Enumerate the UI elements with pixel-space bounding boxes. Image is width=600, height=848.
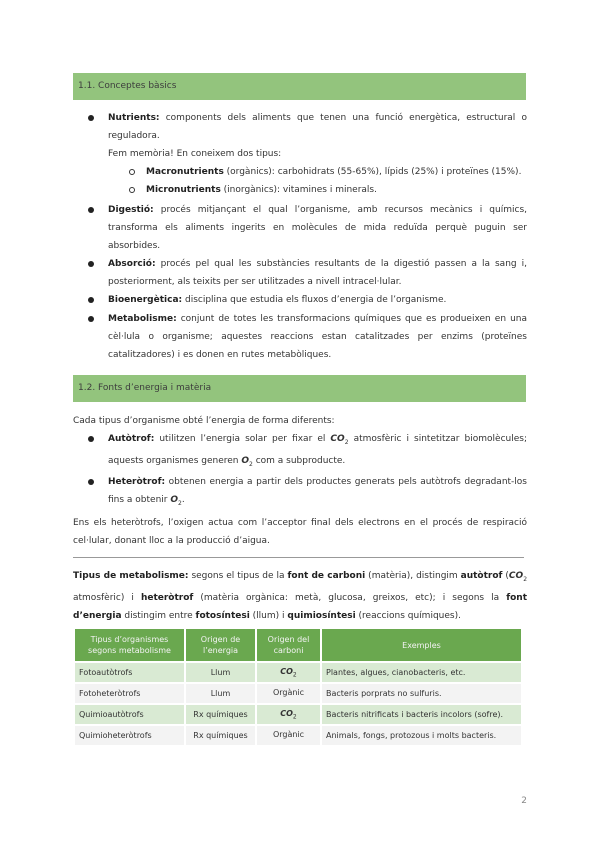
- font-energia-term: font d’energia: [73, 592, 527, 621]
- metabolism-table: [73, 627, 523, 747]
- table-row: [74, 662, 522, 683]
- autotrof-text: atmosfèric i sintetitzar biomolècules; aquests organismes generen: [108, 434, 527, 466]
- macronutrients-term: Macronutrients: [146, 167, 224, 177]
- nutrients-text: components dels aliments que tenen una funció energètica, estructural o reguladora.: [108, 113, 527, 141]
- cell-energy: Llum: [185, 683, 256, 704]
- font-carboni-term: font de carboni: [287, 571, 366, 581]
- bioenergetica-item: [108, 291, 527, 309]
- autotrof-text: com a subproducte.: [252, 455, 346, 466]
- column-header: Exemples: [321, 628, 522, 662]
- autotrof-term: autòtrof: [460, 571, 503, 581]
- respiration-paragraph: Ens els heteròtrofs, l’oxigen actua com l’acceptor final dels electrons en el procés de respiració cel·lular, donant lloc a la producció d’aigua.: [73, 518, 527, 546]
- macronutrients-text: (orgànics): carbohidrats (55-65%), lípids (25%) i proteïnes (15%).: [223, 167, 522, 177]
- heterotrof-item: [108, 473, 527, 513]
- circle-bullet-icon: [129, 169, 135, 175]
- cell-energy: Rx químiques: [185, 725, 256, 746]
- cell-carbon: $CO_2$: [256, 704, 321, 725]
- cell-energy: Rx químiques: [185, 704, 256, 725]
- circle-bullet-icon: [129, 187, 135, 193]
- bioenergetica-term: Bioenergètica:: [108, 295, 183, 305]
- bioenergetica-text: disciplina que estudia els fluxos d’energia de l’organisme.: [182, 295, 447, 305]
- nutrients-term: Nutrients:: [108, 113, 160, 123]
- table-row: [74, 683, 522, 704]
- cell-carbon: Orgànic: [256, 683, 321, 704]
- digestio-term: Digestió:: [108, 205, 154, 215]
- autotrof-term: Autòtrof:: [108, 434, 155, 444]
- autotrof-item: [108, 430, 527, 474]
- co2-formula: $CO_2$: [330, 434, 349, 446]
- bullet-icon: [88, 207, 94, 213]
- bullet-icon: [88, 261, 94, 267]
- heterotrof-text: .: [181, 495, 185, 505]
- fonts-intro: Cada tipus d’organisme obté l’energia de forma diferents:: [73, 416, 335, 426]
- cell-examples: Bacteris nitrificats i bacteris incolors (sofre).: [321, 704, 522, 725]
- co2-formula: $CO_2$: [508, 571, 528, 583]
- bullet-icon: [88, 316, 94, 322]
- cell-examples: Bacteris porprats no sulfuris.: [321, 683, 522, 704]
- section-heading-conceptes: 1.1. Conceptes bàsics: [73, 73, 526, 100]
- bullet-icon: [88, 479, 94, 485]
- column-header: Origen del carboni: [256, 628, 321, 662]
- absorcio-text: procés pel qual les substàncies resultants de la digestió passen a la sang i, posteriorment, als teixits per ser utilitzades a nivell intracel·lular.: [108, 259, 527, 287]
- table-row: [74, 725, 522, 746]
- nutrients-item: [108, 109, 527, 163]
- metabolism-types-paragraph: Tipus de metabolisme: segons el tipus de la font de carboni (matèria), distingim autòtrof ($CO_2$ atmosfèric) i heteròtrof (matèria orgànica: metà, glucosa, greixos, etc); i segons la font d’energia distingim entre fotosíntesi (llum) i quimiosíntesi (reaccions químiques).: [73, 571, 528, 621]
- cell-examples: Animals, fongs, protozous i molts bacteris.: [321, 725, 522, 746]
- bullet-icon: [88, 115, 94, 121]
- nutrients-note: Fem memòria! En coneixem dos tipus:: [108, 149, 282, 159]
- cell-examples: Plantes, algues, cianobacteris, etc.: [321, 662, 522, 683]
- metabolism-types-term: Tipus de metabolisme:: [73, 571, 189, 581]
- o2-formula: $O_2$: [241, 455, 253, 468]
- metabolisme-text: conjunt de totes les transformacions químiques que es produeixen en una cèl·lula o organisme; aquestes reaccions estan catalitzades per enzims (proteïnes catalitzadores) i es donen en rutes metabòliques.: [108, 314, 527, 360]
- cell-type: Fotoheteròtrofs: [74, 683, 185, 704]
- metabolisme-item: [108, 310, 527, 364]
- fotosintesi-term: fotosíntesi: [195, 610, 250, 621]
- absorcio-term: Absorció:: [108, 259, 156, 269]
- page-number: 2: [521, 796, 527, 806]
- micronutrients-item: [146, 181, 526, 199]
- section-heading-fonts: 1.2. Fonts d’energia i matèria: [73, 375, 526, 402]
- cell-type: Quimioautòtrofs: [74, 704, 185, 725]
- digestio-item: [108, 201, 527, 255]
- macronutrients-item: [146, 163, 526, 181]
- column-header: Origen de l’energia: [185, 628, 256, 662]
- autotrof-text: utilitzen l’energia solar per fixar el: [154, 434, 331, 444]
- cell-carbon: Orgànic: [256, 725, 321, 746]
- bullet-icon: [88, 436, 94, 442]
- absorcio-item: [108, 255, 527, 291]
- heterotrof-text: obtenen energia a partir dels productes generats pels autòtrofs degradant-los fins a obtenir: [108, 477, 527, 505]
- o2-formula: $O_2$: [170, 495, 182, 507]
- heterotrof-term: Heteròtrof:: [108, 477, 166, 487]
- cell-type: Quimioheteròtrofs: [74, 725, 185, 746]
- table-row: [74, 704, 522, 725]
- metabolisme-term: Metabolisme:: [108, 314, 177, 324]
- cell-energy: Llum: [185, 662, 256, 683]
- column-header: Tipus d’organismes segons metabolisme: [74, 628, 185, 662]
- quimiosintesi-term: quimiosíntesi: [287, 610, 356, 621]
- micronutrients-term: Micronutrients: [146, 185, 221, 195]
- digestio-text: procés mitjançant el qual l’organisme, amb recursos mecànics i químics, transforma els aliments ingerits en molècules de mida reduïda perquè puguin ser absorbides.: [108, 205, 527, 251]
- micronutrients-text: (inorgànics): vitamines i minerals.: [220, 185, 377, 195]
- divider: [73, 557, 524, 558]
- bullet-icon: [88, 297, 94, 303]
- cell-type: Fotoautòtrofs: [74, 662, 185, 683]
- heterotrof-term: heteròtrof: [140, 592, 194, 603]
- table-header-row: [74, 628, 522, 662]
- cell-carbon: $CO_2$: [256, 662, 321, 683]
